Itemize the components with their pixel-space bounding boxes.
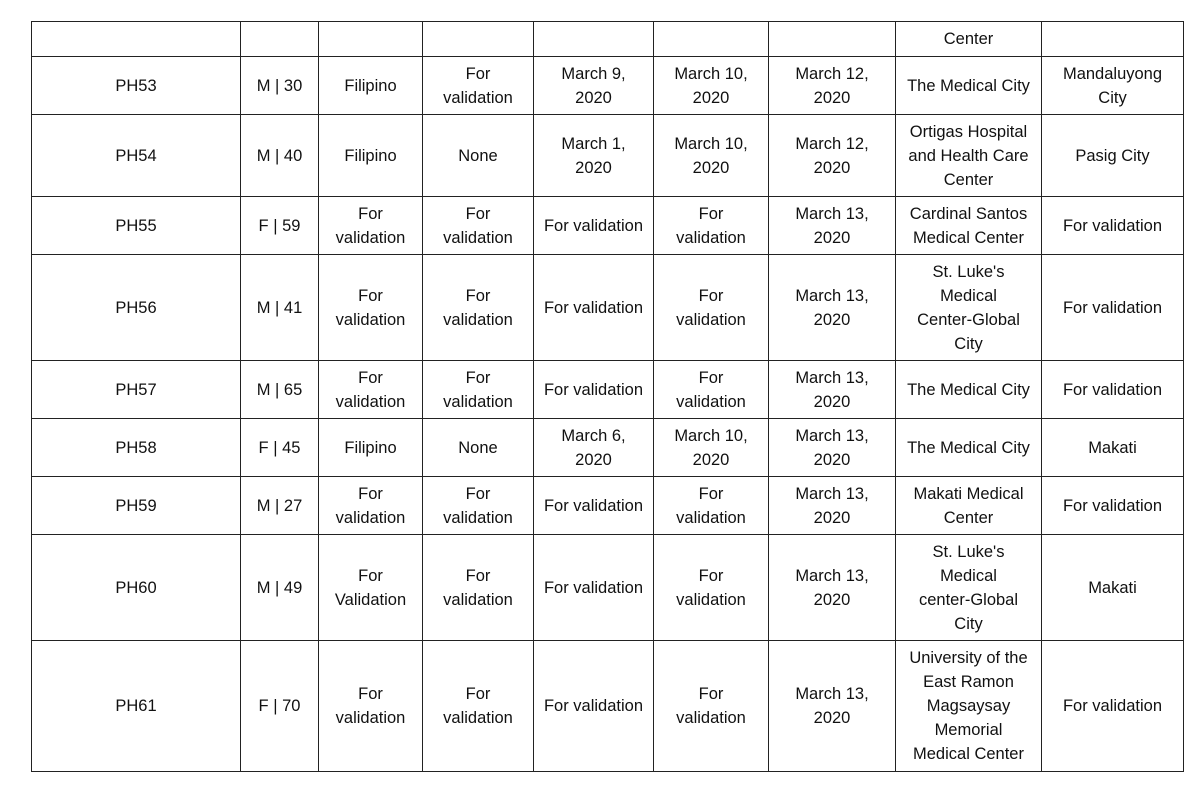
cell-symptom-onset: For validation xyxy=(534,197,654,255)
cell-sex-age xyxy=(241,22,319,57)
cell-symptom-onset: For validation xyxy=(534,477,654,535)
cell-facility: Makati Medical Center xyxy=(896,477,1042,535)
cell-symptom-onset: March 6, 2020 xyxy=(534,419,654,477)
cell-residence xyxy=(1042,22,1184,57)
cell-id: PH60 xyxy=(32,535,241,641)
cell-id: PH56 xyxy=(32,255,241,361)
cell-admission: March 10, 2020 xyxy=(654,57,769,115)
cell-travel-history: For validation xyxy=(423,477,534,535)
cell-id: PH61 xyxy=(32,641,241,772)
table-row xyxy=(32,115,1184,197)
cell-nationality: For validation xyxy=(319,197,423,255)
table-row xyxy=(32,535,1184,641)
cell-nationality: Filipino xyxy=(319,419,423,477)
cell-sex-age: M | 40 xyxy=(241,115,319,197)
cell-nationality: For validation xyxy=(319,477,423,535)
table-row xyxy=(32,641,1184,772)
cell-residence: Makati xyxy=(1042,535,1184,641)
cell-residence: For validation xyxy=(1042,255,1184,361)
cell-admission: For validation xyxy=(654,477,769,535)
cell-residence: For validation xyxy=(1042,361,1184,419)
cell-sex-age: M | 41 xyxy=(241,255,319,361)
cell-facility: Center xyxy=(896,22,1042,57)
cell-sex-age: M | 65 xyxy=(241,361,319,419)
cell-nationality: Filipino xyxy=(319,115,423,197)
cell-id: PH58 xyxy=(32,419,241,477)
cell-confirmation: March 12, 2020 xyxy=(769,115,896,197)
cell-sex-age: F | 70 xyxy=(241,641,319,772)
cell-residence: Mandaluyong City xyxy=(1042,57,1184,115)
cell-sex-age: M | 30 xyxy=(241,57,319,115)
cell-admission: March 10, 2020 xyxy=(654,419,769,477)
table-row xyxy=(32,57,1184,115)
cell-confirmation: March 13, 2020 xyxy=(769,477,896,535)
cell-residence: For validation xyxy=(1042,197,1184,255)
cell-travel-history: For validation xyxy=(423,535,534,641)
cell-travel-history: None xyxy=(423,115,534,197)
cell-sex-age: F | 45 xyxy=(241,419,319,477)
cell-travel-history: For validation xyxy=(423,197,534,255)
cell-confirmation: March 13, 2020 xyxy=(769,361,896,419)
cell-symptom-onset: March 9, 2020 xyxy=(534,57,654,115)
case-table xyxy=(31,21,1184,772)
table-row xyxy=(32,361,1184,419)
cell-nationality: For validation xyxy=(319,255,423,361)
cell-travel-history: For validation xyxy=(423,57,534,115)
cell-facility: St. Luke's Medical center-Global City xyxy=(896,535,1042,641)
cell-id: PH53 xyxy=(32,57,241,115)
cell-symptom-onset xyxy=(534,22,654,57)
cell-facility: The Medical City xyxy=(896,419,1042,477)
table-row xyxy=(32,197,1184,255)
cell-admission: March 10, 2020 xyxy=(654,115,769,197)
cell-symptom-onset: For validation xyxy=(534,361,654,419)
cell-travel-history: For validation xyxy=(423,255,534,361)
cell-id: PH59 xyxy=(32,477,241,535)
cell-id xyxy=(32,22,241,57)
cell-sex-age: M | 49 xyxy=(241,535,319,641)
cell-admission: For validation xyxy=(654,255,769,361)
cell-nationality xyxy=(319,22,423,57)
cell-facility: St. Luke's Medical Center-Global City xyxy=(896,255,1042,361)
cell-travel-history: For validation xyxy=(423,641,534,772)
cell-travel-history: For validation xyxy=(423,361,534,419)
cell-nationality: Filipino xyxy=(319,57,423,115)
cell-id: PH57 xyxy=(32,361,241,419)
cell-admission: For validation xyxy=(654,641,769,772)
cell-confirmation: March 13, 2020 xyxy=(769,419,896,477)
cell-admission: For validation xyxy=(654,535,769,641)
cell-confirmation: March 12, 2020 xyxy=(769,57,896,115)
cell-nationality: For validation xyxy=(319,641,423,772)
cell-symptom-onset: For validation xyxy=(534,535,654,641)
cell-facility: Ortigas Hospital and Health Care Center xyxy=(896,115,1042,197)
cell-facility: The Medical City xyxy=(896,57,1042,115)
cell-nationality: For validation xyxy=(319,361,423,419)
cell-symptom-onset: For validation xyxy=(534,255,654,361)
cell-confirmation: March 13, 2020 xyxy=(769,197,896,255)
cell-nationality: For Validation xyxy=(319,535,423,641)
cell-id: PH54 xyxy=(32,115,241,197)
cell-admission: For validation xyxy=(654,361,769,419)
table-row xyxy=(32,255,1184,361)
cell-sex-age: F | 59 xyxy=(241,197,319,255)
cell-travel-history: None xyxy=(423,419,534,477)
case-table-body xyxy=(32,22,1184,772)
cell-facility: The Medical City xyxy=(896,361,1042,419)
cell-facility: University of the East Ramon Magsaysay Memorial Medical Center xyxy=(896,641,1042,772)
cell-admission xyxy=(654,22,769,57)
cell-residence: For validation xyxy=(1042,641,1184,772)
table-row xyxy=(32,477,1184,535)
cell-confirmation: March 13, 2020 xyxy=(769,535,896,641)
cell-residence: Pasig City xyxy=(1042,115,1184,197)
cell-residence: For validation xyxy=(1042,477,1184,535)
cell-confirmation: March 13, 2020 xyxy=(769,255,896,361)
cell-confirmation xyxy=(769,22,896,57)
cell-admission: For validation xyxy=(654,197,769,255)
cell-residence: Makati xyxy=(1042,419,1184,477)
table-row xyxy=(32,419,1184,477)
cell-symptom-onset: March 1, 2020 xyxy=(534,115,654,197)
cell-symptom-onset: For validation xyxy=(534,641,654,772)
cell-id: PH55 xyxy=(32,197,241,255)
cell-travel-history xyxy=(423,22,534,57)
cell-sex-age: M | 27 xyxy=(241,477,319,535)
cell-confirmation: March 13, 2020 xyxy=(769,641,896,772)
table-row xyxy=(32,22,1184,57)
cell-facility: Cardinal Santos Medical Center xyxy=(896,197,1042,255)
